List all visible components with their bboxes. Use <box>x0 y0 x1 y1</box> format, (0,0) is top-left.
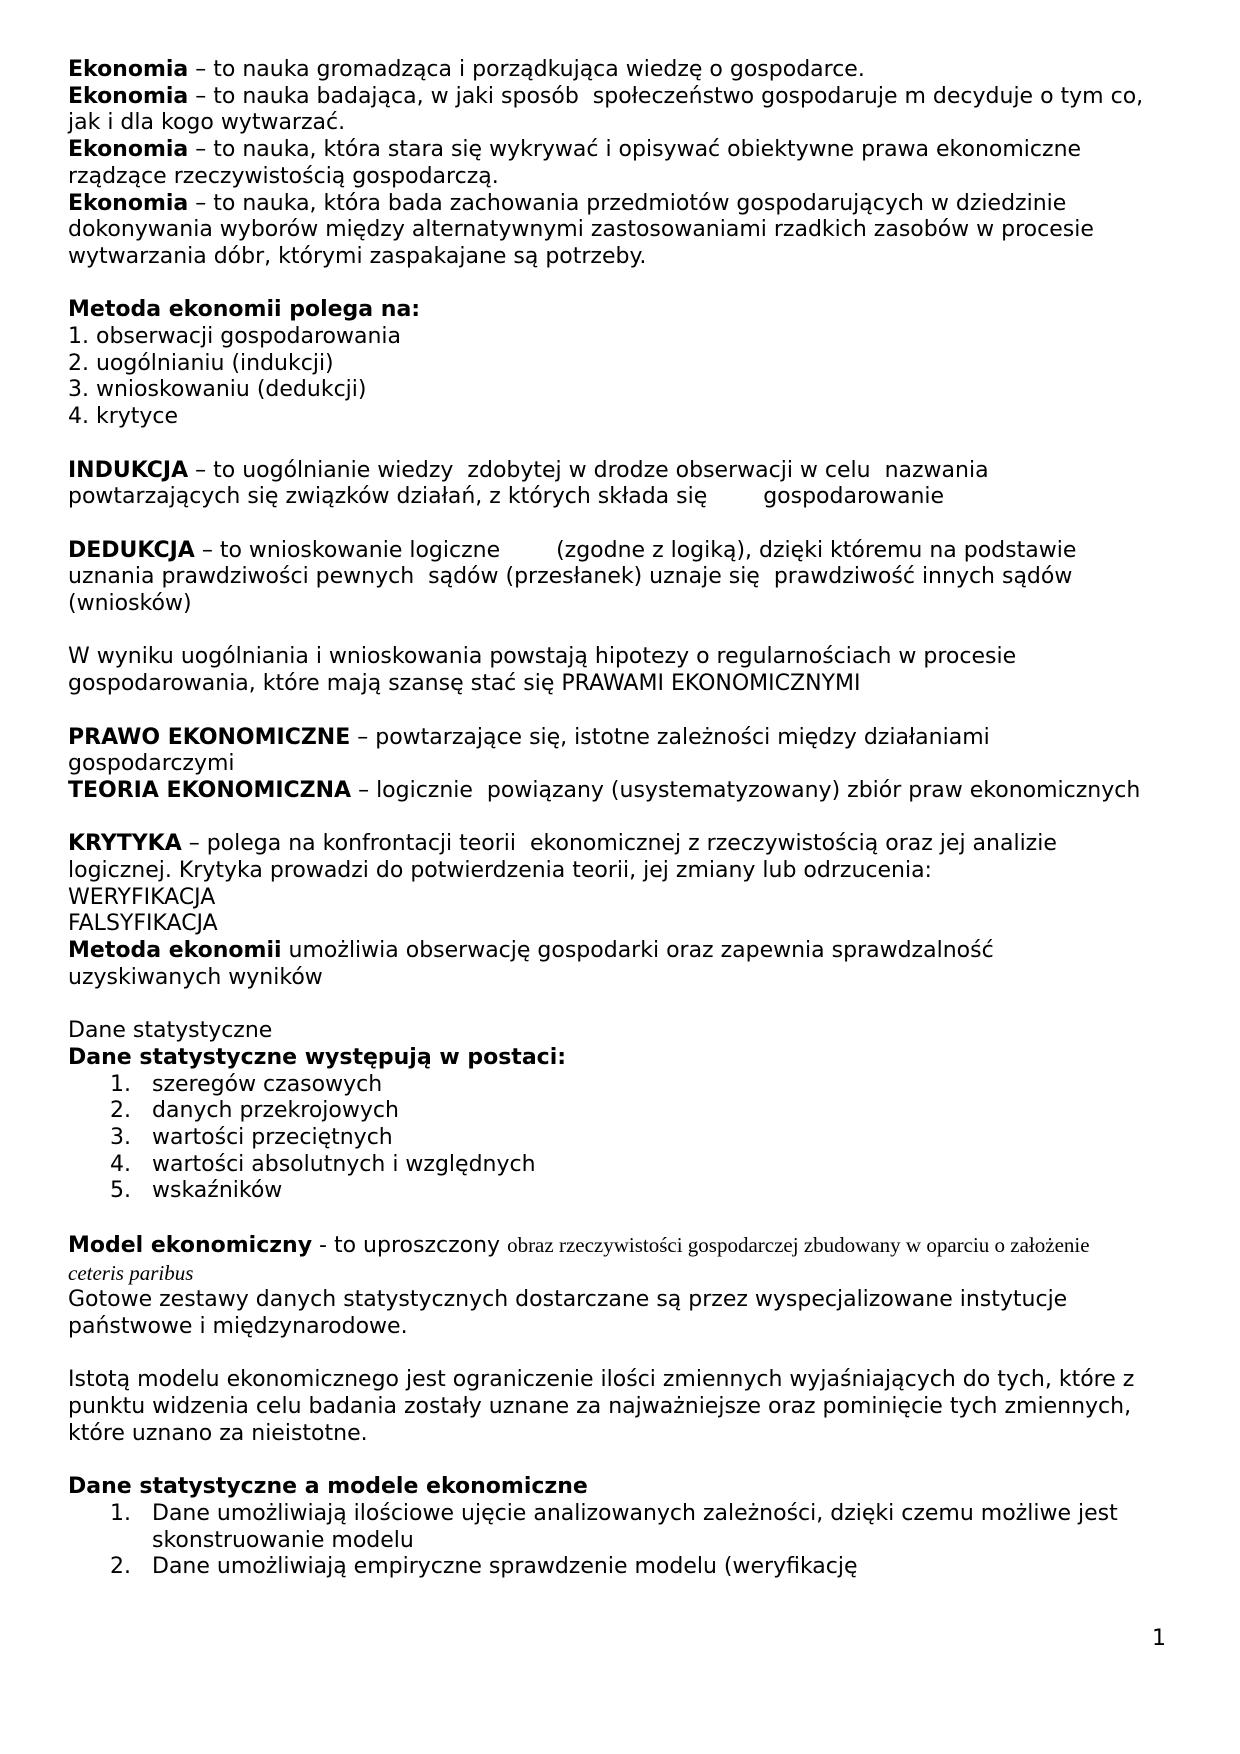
list-number: 2. <box>110 1098 131 1124</box>
list-number: 1. <box>110 1500 131 1526</box>
list-text: Dane umożliwiają empiryczne sprawdzenie modelu (weryfikację <box>152 1554 858 1580</box>
definition-ekonomia-4 <box>68 191 1148 271</box>
paragraph-krytyka: KRYTYKA – polega na konfrontacji teorii ekonomicznej z rzeczywistością oraz jej analizie logicznej. Krytyka prowadzi do potwierdzenia teorii, jej zmiany lub odrzucenia: <box>68 831 1064 883</box>
list-number: 4. <box>110 1151 131 1177</box>
term-metoda-ekonomii: Metoda ekonomii <box>68 938 282 964</box>
list-text: danych przekrojowych <box>152 1098 399 1124</box>
paragraph-prawo-ekonomiczne: PRAWO EKONOMICZNE – powtarzające się, istotne zależności między działaniami gospodarczymi <box>68 724 997 777</box>
definition-ekonomia-1 <box>68 57 1148 84</box>
term-dedukcja: DEDUKCJA <box>68 537 195 563</box>
dane-modele-heading: Dane statystyczne a modele ekonomiczne <box>68 1474 588 1500</box>
term-ekonomia-2: Ekonomia <box>68 83 189 109</box>
term-krytyka: KRYTYKA <box>68 831 182 857</box>
list-number: 3. <box>110 1125 131 1151</box>
page-number: 1 <box>1152 1626 1166 1651</box>
term-ekonomia-3: Ekonomia <box>68 137 189 163</box>
list-item <box>68 1125 1148 1152</box>
term-teoria-ekonomiczna: TEORIA EKONOMICZNA <box>68 777 352 803</box>
term-prawo-ekonomiczne: PRAWO EKONOMICZNE <box>68 724 351 750</box>
list-text: wartości przeciętnych <box>152 1125 393 1151</box>
term-indukcja: INDUKCJA <box>68 457 189 483</box>
term-model-ekonomiczny: Model ekonomiczny <box>68 1232 313 1258</box>
method-list-item-3: 3. wnioskowaniu (dedukcji) <box>68 377 367 403</box>
dane-list <box>68 1072 1148 1206</box>
definition-ekonomia-3 <box>68 137 1148 190</box>
definition-text-3: – to nauka, która stara się wykrywać i opisywać obiektywne prawa ekonomiczne rządzące rzeczywistością gospodarczą. <box>68 137 1089 189</box>
list-text: Dane umożliwiają ilościowe ujęcie analizowanych zależności, dzięki czemu możliwe jest skonstruowanie modelu <box>152 1500 1125 1553</box>
model-serif-text: obraz rzeczywistości gospodarczej zbudowany w oparciu o założenie <box>507 1232 1095 1257</box>
list-item <box>68 1554 1148 1581</box>
paragraph-istota-modelu: Istotą modelu ekonomicznego jest ograniczenie ilości zmiennych wyjaśniających do tych, które z punktu widzenia celu badania zostały uznane za najważniejsze oraz pominięcie tych zmiennych, które uznano za nieistotne. <box>68 1367 1142 1446</box>
list-item <box>68 1072 1148 1099</box>
method-list-item-4: 4. krytyce <box>68 404 179 430</box>
definition-text-1: – to nauka gromadząca i porządkująca wiedzę o gospodarce. <box>188 57 865 82</box>
method-list <box>68 324 1148 431</box>
list-item <box>68 1178 1148 1205</box>
paragraph-gotowe-zestawy: Gotowe zestawy danych statystycznych dostarczane są przez wyspecjalizowane instytucje państwowe i międzynarodowe. <box>68 1287 1075 1339</box>
list-text: wartości absolutnych i względnych <box>152 1151 536 1177</box>
method-list-item-2: 2. uogólnianiu (indukcji) <box>68 350 334 376</box>
list-text: szeregów czasowych <box>152 1071 383 1097</box>
list-item <box>68 1098 1148 1125</box>
ceteris-paribus-italic: ceteris paribus <box>68 1260 194 1285</box>
list-number: 1. <box>110 1071 131 1097</box>
definition-text-2: – to nauka badająca, w jaki sposób społeczeństwo gospodaruje m decyduje o tym co, jak i dla kogo wytwarzać. <box>68 83 1151 136</box>
list-text: wskaźników <box>152 1178 283 1204</box>
list-number: 2. <box>110 1554 131 1580</box>
line-falsyfikacja: FALSYFIKACJA <box>68 911 218 937</box>
method-heading: Metoda ekonomii polega na: <box>68 297 421 323</box>
paragraph-indukcja: INDUKCJA – to uogólnianie wiedzy zdobytej w drodze obserwacji w celu nazwania powtarzających się związków działań, z których składa się gospodarowanie <box>68 457 996 510</box>
dane-heading: Dane statystyczne występują w postaci: <box>68 1044 567 1070</box>
definition-text-4: – to nauka, która bada zachowania przedmiotów gospodarujących w dziedzinie dokonywania wyborów między alternatywnymi zastosowaniami rzadkich zasobów w procesie wytwarzania dóbr, którymi zaspakajane są potrzeby. <box>68 190 1101 269</box>
paragraph-hipotezy: W wyniku uogólniania i wnioskowania powstają hipotezy o regularnościach w procesie gospodarowania, które mają szansę stać się PRAWAMI EKONOMICZNYMI <box>68 644 1024 697</box>
paragraph-model-ekonomiczny: Model ekonomiczny - to uproszczony obraz rzeczywistości gospodarczej zbudowany w oparciu o założenie ceteris paribus <box>68 1232 1095 1285</box>
list-item <box>68 1501 1148 1554</box>
list-item <box>68 1152 1148 1179</box>
term-ekonomia-1: Ekonomia <box>68 57 189 82</box>
paragraph-teoria-ekonomiczna: TEORIA EKONOMICZNA – logicznie powiązany (usystematyzowany) zbiór praw ekonomicznych <box>68 777 1141 803</box>
paragraph-metoda-umozliwia: Metoda ekonomii umożliwia obserwację gospodarki oraz zapewnia sprawdzalność uzyskiwanych wyników <box>68 938 1001 990</box>
dane-modele-list <box>68 1501 1148 1581</box>
line-weryfikacja: WERYFIKACJA <box>68 884 216 910</box>
paragraph-dedukcja: DEDUKCJA – to wnioskowanie logiczne (zgodne z logiką), dzięki któremu na podstawie uznania prawdziwości pewnych sądów (przesłanek) uznaje się prawdziwość innych sądów (wniosków) <box>68 537 1084 617</box>
term-ekonomia-4: Ekonomia <box>68 190 189 216</box>
line-dane-statystyczne: Dane statystyczne <box>68 1018 273 1044</box>
definition-ekonomia-2 <box>68 83 1151 137</box>
list-number: 5. <box>110 1178 131 1204</box>
method-list-item-1: 1. obserwacji gospodarowania <box>68 324 402 350</box>
